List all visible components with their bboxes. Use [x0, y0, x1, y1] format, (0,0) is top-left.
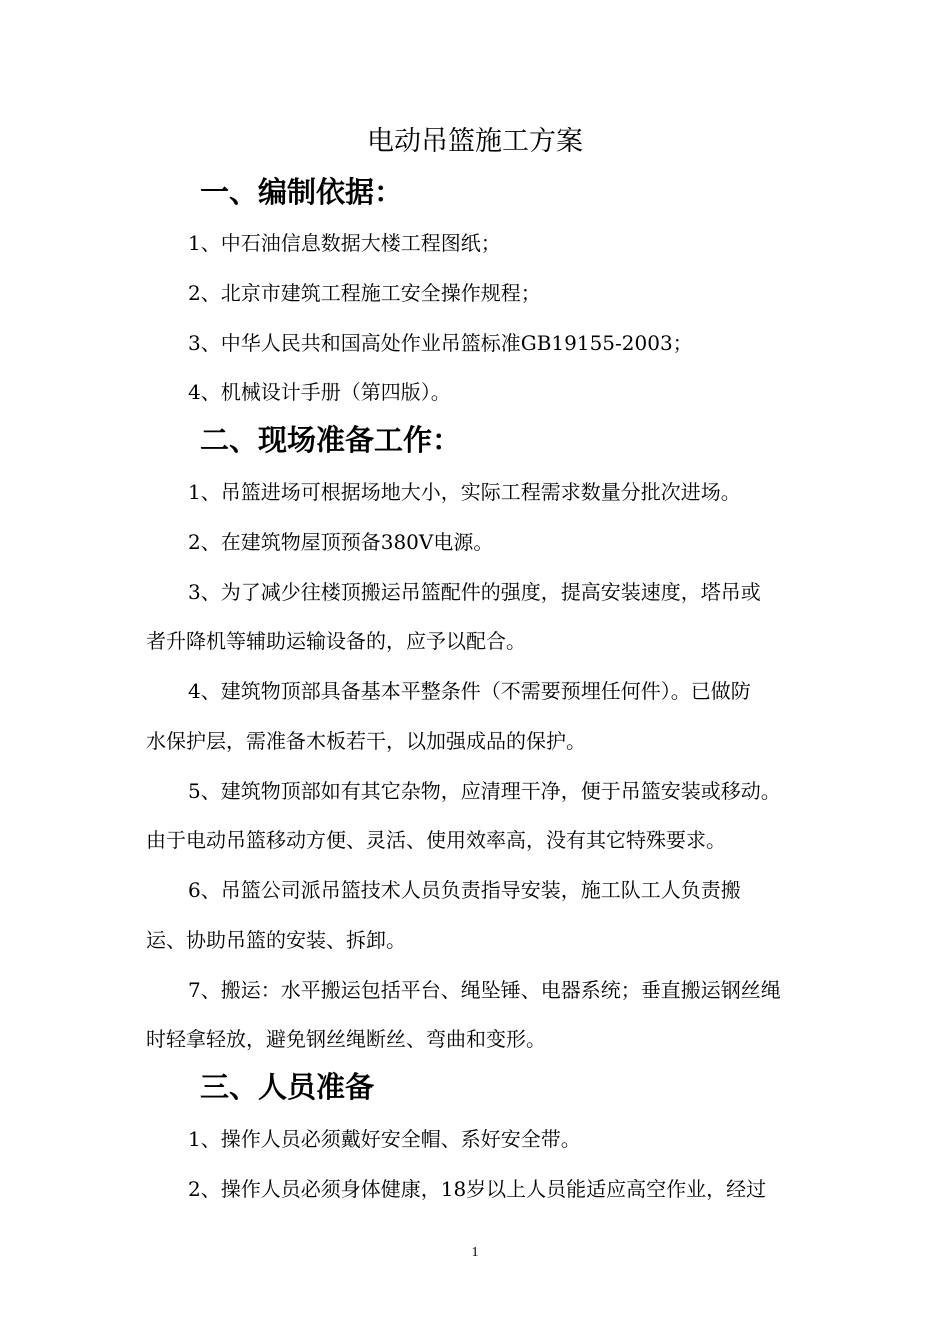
basis-item-1: 1、中石油信息数据大楼工程图纸； — [188, 231, 501, 255]
section-heading-personnel: 三、人员准备 — [200, 1070, 375, 1104]
site-prep-line: 1、吊篮进场可根据场地大小，实际工程需求数量分批次进场。 — [188, 480, 741, 504]
site-prep-line: 水保护层，需准备木板若干，以加强成品的保护。 — [146, 729, 586, 753]
document-title: 电动吊篮施工方案 — [367, 126, 583, 157]
site-prep-line: 2、在建筑物屋顶预备380V电源。 — [188, 530, 494, 554]
site-prep-line: 者升降机等辅助运输设备的，应予以配合。 — [146, 629, 526, 653]
site-prep-line: 6、吊篮公司派吊篮技术人员负责指导安装，施工队工人负责搬 — [188, 878, 741, 902]
basis-item-3: 3、中华人民共和国高处作业吊篮标准GB19155-2003； — [188, 331, 693, 355]
section-heading-basis: 一、编制依据： — [200, 175, 404, 209]
site-prep-line: 3、为了减少往楼顶搬运吊篮配件的强度，提高安装速度，塔吊或 — [188, 580, 761, 604]
personnel-line: 2、操作人员必须身体健康，18岁以上人员能适应高空作业，经过 — [188, 1177, 767, 1201]
site-prep-line: 7、搬运：水平搬运包括平台、绳坠锤、电器系统；垂直搬运钢丝绳 — [188, 978, 781, 1002]
site-prep-line: 由于电动吊篮移动方便、灵活、使用效率高，没有其它特殊要求。 — [146, 828, 726, 852]
personnel-line: 1、操作人员必须戴好安全帽、系好安全带。 — [188, 1127, 581, 1151]
site-prep-line: 时轻拿轻放，避免钢丝绳断丝、弯曲和变形。 — [146, 1027, 546, 1051]
section-heading-site-prep: 二、现场准备工作： — [200, 423, 462, 457]
site-prep-line: 运、协助吊篮的安装、拆卸。 — [146, 928, 406, 952]
site-prep-line: 4、建筑物顶部具备基本平整条件（不需要预埋任何件）。已做防 — [188, 679, 751, 703]
basis-item-2: 2、北京市建筑工程施工安全操作规程； — [188, 281, 541, 305]
site-prep-line: 5、建筑物顶部如有其它杂物，应清理干净，便于吊篮安装或移动。 — [188, 779, 781, 803]
page-number: 1 — [471, 1245, 479, 1260]
basis-item-4: 4、机械设计手册（第四版）。 — [188, 380, 451, 404]
